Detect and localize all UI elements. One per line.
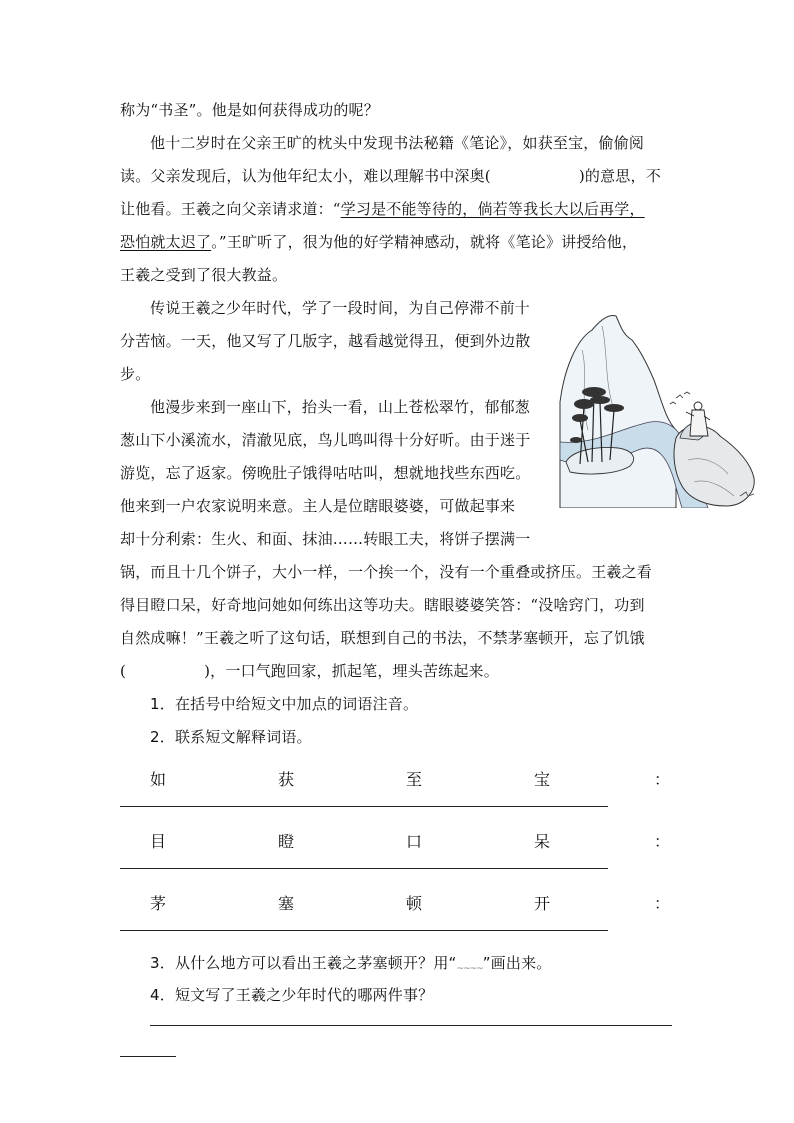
- answer-line[interactable]: [150, 1025, 672, 1026]
- question-text: 3．从什么地方可以看出王羲之茅塞顿开？用“: [150, 954, 457, 972]
- text-segment: )，一口气跑回家，抓起笔，埋头苦练起来。: [204, 662, 499, 680]
- vocab-row: [150, 891, 680, 914]
- question-4: 4．短文写了王羲之少年时代的哪两件事？: [150, 986, 434, 1004]
- vocab-char: 开: [534, 894, 551, 913]
- vocab-colon: ：: [654, 832, 671, 851]
- vocab-char: 塞: [278, 894, 295, 913]
- text-line: 他漫步来到一座山下，抬头一看，山上苍松翠竹，郁郁葱: [150, 398, 531, 416]
- text-line: 步。: [120, 365, 151, 383]
- answer-line[interactable]: [120, 868, 608, 869]
- question-2: 2．联系短文解释词语。: [150, 728, 312, 746]
- text-segment: )的意思，不: [578, 167, 661, 185]
- text-line: [120, 232, 637, 252]
- vocab-char: 呆: [534, 832, 551, 851]
- underlined-text: 恐怕就太迟了: [120, 233, 212, 251]
- question-1: 1．在括号中给短文中加点的词语注音。: [150, 695, 419, 713]
- vocab-char: 顿: [406, 894, 423, 913]
- text-line: 自然成嘛！”王羲之听了这句话，联想到自己的书法，不禁茅塞顿开，忘了饥饿: [120, 629, 645, 647]
- vocab-row: [150, 829, 680, 852]
- text-line: 王羲之受到了很大教益。: [120, 266, 288, 284]
- vocab-char: 瞪: [278, 832, 295, 851]
- vocab-char: 目: [150, 832, 167, 851]
- answer-line[interactable]: [120, 1056, 176, 1057]
- text-line: 葱山下小溪流水，清澈见底，鸟儿鸣叫得十分好听。由于迷于: [120, 431, 531, 449]
- text-line: 他十二岁时在父亲王旷的枕头中发现书法秘籍《笔论》，如获至宝，偷偷阅: [150, 134, 645, 152]
- vocab-char: 宝: [534, 770, 551, 789]
- text-segment: (: [120, 662, 127, 680]
- text-line: 锅，而且十几个饼子，大小一样，一个挨一个，没有一个重叠或挤压。王羲之看: [120, 563, 653, 581]
- text-line: [120, 199, 645, 219]
- text-line: [120, 166, 661, 186]
- text-line: [120, 661, 499, 681]
- landscape-illustration: [558, 310, 760, 508]
- text-line: 得目瞪口呆，好奇地问她如何练出这等功夫。瞎眼婆婆笑答：“没啥窍门，功到: [120, 596, 645, 614]
- text-segment: 让他看。王羲之向父亲请求道：“: [120, 200, 341, 218]
- text-line: 分苦恼。一天，他又写了几版字，越看越觉得丑，便到外边散: [120, 332, 531, 350]
- vocab-char: 至: [406, 770, 423, 789]
- vocab-char: 如: [150, 770, 167, 789]
- vocab-colon: ：: [654, 894, 671, 913]
- vocab-char: 茅: [150, 894, 167, 913]
- answer-line[interactable]: [120, 930, 608, 931]
- text-segment: 。”王旷听了，很为他的好学精神感动，就将《笔论》讲授给他，: [211, 233, 638, 251]
- question-3: [150, 953, 551, 979]
- question-text: ”画出来。: [482, 954, 552, 972]
- vocab-char: 口: [406, 832, 423, 851]
- vocab-char: 获: [278, 770, 295, 789]
- text-line: 称为“书圣”。他是如何获得成功的呢？: [120, 101, 379, 119]
- text-line: 游览，忘了返家。傍晚肚子饿得咕咕叫，想就地找些东西吃。: [120, 464, 531, 482]
- text-segment: 读。父亲发现后，认为他年纪太小，难以理解书中深奥(: [120, 167, 491, 185]
- underlined-text: 学习是不能等待的，倘若等我长大以后再学，: [340, 200, 645, 218]
- text-line: 却十分利索：生火、和面、抹油……转眼工夫，将饼子摆满一: [120, 530, 531, 548]
- wavy-line-mark: ~~~~: [456, 964, 483, 974]
- answer-line[interactable]: [120, 806, 608, 807]
- vocab-row: [150, 767, 680, 790]
- text-line: 他来到一户农家说明来意。主人是位瞎眼婆婆，可做起事来: [120, 497, 516, 515]
- text-line: 传说王羲之少年时代，学了一段时间，为自己停滞不前十: [150, 299, 531, 317]
- vocab-colon: ：: [654, 770, 671, 789]
